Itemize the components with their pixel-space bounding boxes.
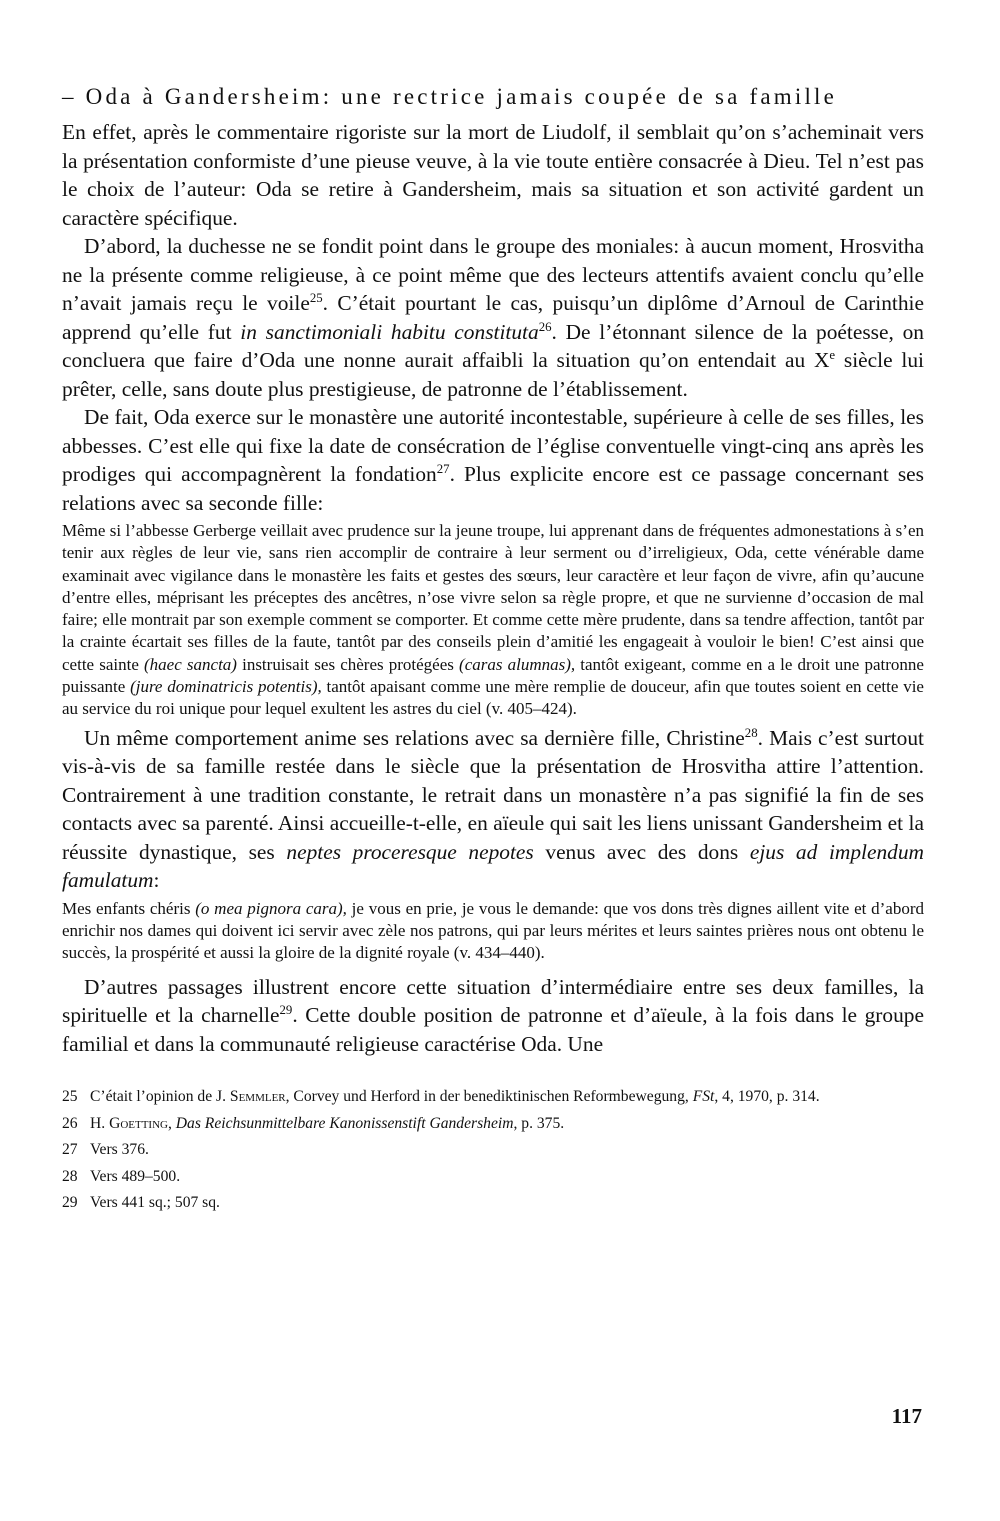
page-body [62,80,924,1219]
text-run: Mes enfants chéris [62,898,196,918]
footnote-number: 29 [62,1194,78,1212]
text-run: . Plus explicite encore est ce passage concernant ses relations avec sa seconde fille: [62,462,924,515]
footnote-ref-26[interactable]: 26 [538,319,552,334]
footnote-text: Vers 376. [90,1141,149,1159]
text-run: . Mais c’est surtout vis-à-vis de sa famille restée dans le siècle que la présentation de Hrosvitha attire l’attention. Contrairement à une tradition constante, le retrait dans un monastère n’a pas signifié la fin de ses contacts avec sa parenté. Ainsi accueille-t-elle, en aïeule qui sait les liens unissant Gandersheim et la réussite dynastique, ses [62,725,924,864]
text-run: venus avec des dons [533,839,750,864]
footnote-number: 27 [62,1141,78,1159]
text-run: . Cette double position de patronne et d’aïeule, à la fois dans le groupe familial et dans la communauté religieuse caractérise Oda. Une [62,1003,924,1056]
latin-quote: ejus ad implendum famulatum [62,839,925,893]
text-run: siècle lui prêter, celle, sans doute plus prestigieuse, de patronne de l’établissement. [62,348,924,401]
footnote-ref-28[interactable]: 28 [744,725,758,740]
footnote [62,1113,924,1135]
text-run: Même si l’abbesse Gerberge veillait avec prudence sur la jeune troupe, lui apprenant dans de fréquentes admonestations à s’en tenir aux règles de leur vie, sans rien accomplir de contraire à leur serment ou d’irreligieux, Oda, cette vénérable dame examinait avec vigilance dans le monastère les faits et gestes des sœurs, leur caractère et leur façon de vivre, afin qu’aucune d’entre elles, méprisant les préceptes des ancêtres, n’ose vivre selon sa règle propre, et que ne survienne d’occasion de mal faire; elle montrait par son exemple comment se comporter. Et comme cette mère prudente, dans sa tendre affection, tantôt par la crainte écartait ses filles de la faute, tantôt par des conseils plein d’amitié les engageait à vouloir le bien! C’est ainsi que cette sainte [62,521,924,674]
author-name: Semmler [229,1088,286,1106]
text-run: je vous en prie, je vous le demande: que vos dons très dignes aillent vite et d’abord enrichir nos dames qui doivent ici servir avec zèle nos patrons, qui par leurs mérites et leurs saintes prières nous ont obtenu le succès, la prospérité et aussi la gloire de la dignité royale (v. 434–440). [62,898,924,963]
superscript-e: e [829,347,836,362]
text-run: tantôt apaisant comme une mère remplie de douceur, afin que toutes soient en cette vie au service du roi unique pour lequel exultent les astres du ciel (v. 405–424). [62,677,924,719]
text-run: tantôt exigeant, comme en a le droit une patronne puissante [62,654,924,697]
footnote-number: 26 [62,1114,78,1132]
footnote-text [90,1086,924,1108]
text-run: D’abord, la duchesse ne se fondit point dans le groupe des moniales: à aucun moment, Hrosvitha ne la présente comme religieuse, à ce point même que des lecteurs attentifs avaient conclu qu’elle n’avait jamais reçu le voile [62,234,924,315]
text-run: , [167,1114,176,1132]
author-name: Goetting [109,1114,168,1132]
footnote [62,1139,924,1161]
latin-quote: in sanctimoniali habitu constituta [240,319,539,344]
page-number: 117 [891,1404,922,1428]
footnote-ref-25[interactable]: 25 [309,290,323,305]
text-run: . De l’étonnant silence de la poétesse, on concluera que faire d’Oda une nonne aurait affaibli la situation qu’on entendait au X [62,319,924,372]
paragraph-1: En effet, après le commentaire rigoriste sur la mort de Liudolf, il semblait qu’on s’acheminait vers la présentation conformiste d’une pieuse veuve, à la vie toute entière consacrée à Dieu. Tel n’est pas le choix de l’auteur: Oda se retire à Gandersheim, mais sa situation et son activité gardent un caractère spécifique. [62,120,924,230]
paragraph-2 [62,232,924,403]
text-run: instruisait ses chères protégées [236,654,460,674]
text-run: , 4, 1970, p. 314. [714,1088,820,1106]
paragraph-4 [62,724,924,895]
journal-title: FSt [692,1088,715,1106]
footnote-number: 28 [62,1167,78,1185]
footnote-text: Vers 441 sq.; 507 sq. [90,1194,220,1212]
latin-quote: neptes proceresque nepotes [286,839,534,864]
text-run: , Corvey und Herford in der benediktinischen Reformbewegung, [285,1088,693,1106]
paragraph-5 [62,973,924,1059]
footnote [62,1192,924,1214]
text-run: D’autres passages illustrent encore cette situation d’intermédiaire entre ses deux familles, la spirituelle et la charnelle [62,974,924,1028]
footnote-text [90,1113,924,1135]
text-run: : [153,868,160,893]
text-run: , p. 375. [513,1114,565,1132]
footnote [62,1166,924,1188]
latin-gloss: (o mea pignora cara), [195,898,347,918]
book-title: Das Reichsunmittelbare Kanonissenstift Gandersheim [175,1114,514,1132]
block-quote-1 [62,520,924,721]
text-run: De fait, Oda exerce sur le monastère une autorité incontestable, supérieure à celle de ses filles, les abbesses. C’est elle qui fixe la date de consécration de l’église conventuelle vingt-cinq ans après les prodiges qui accompagnèrent la fondation [62,405,924,486]
text-run: Un même comportement anime ses relations avec sa dernière fille, Christine [84,725,745,750]
section-title: – Oda à Gandersheim: une rectrice jamais coupée de sa famille [62,84,838,109]
footnotes [62,1086,924,1214]
latin-gloss: (jure dominatricis potentis), [130,677,322,697]
footnote-ref-27[interactable]: 27 [436,461,450,476]
footnote [62,1086,924,1108]
footnote-text: Vers 489–500. [90,1167,181,1185]
paragraph-3 [62,403,924,517]
footnote-number: 25 [62,1088,78,1106]
latin-gloss: (haec sancta) [144,654,237,674]
latin-gloss: (caras alumnas), [459,654,576,674]
text-run: C’était l’opinion de J. [90,1088,230,1106]
footnote-ref-29[interactable]: 29 [279,1002,293,1017]
block-quote-2 [62,898,924,965]
text-run: H. [90,1114,110,1132]
text-run: . C’était pourtant le cas, puisqu’un diplôme d’Arnoul de Carinthie apprend qu’elle fut [62,291,924,344]
